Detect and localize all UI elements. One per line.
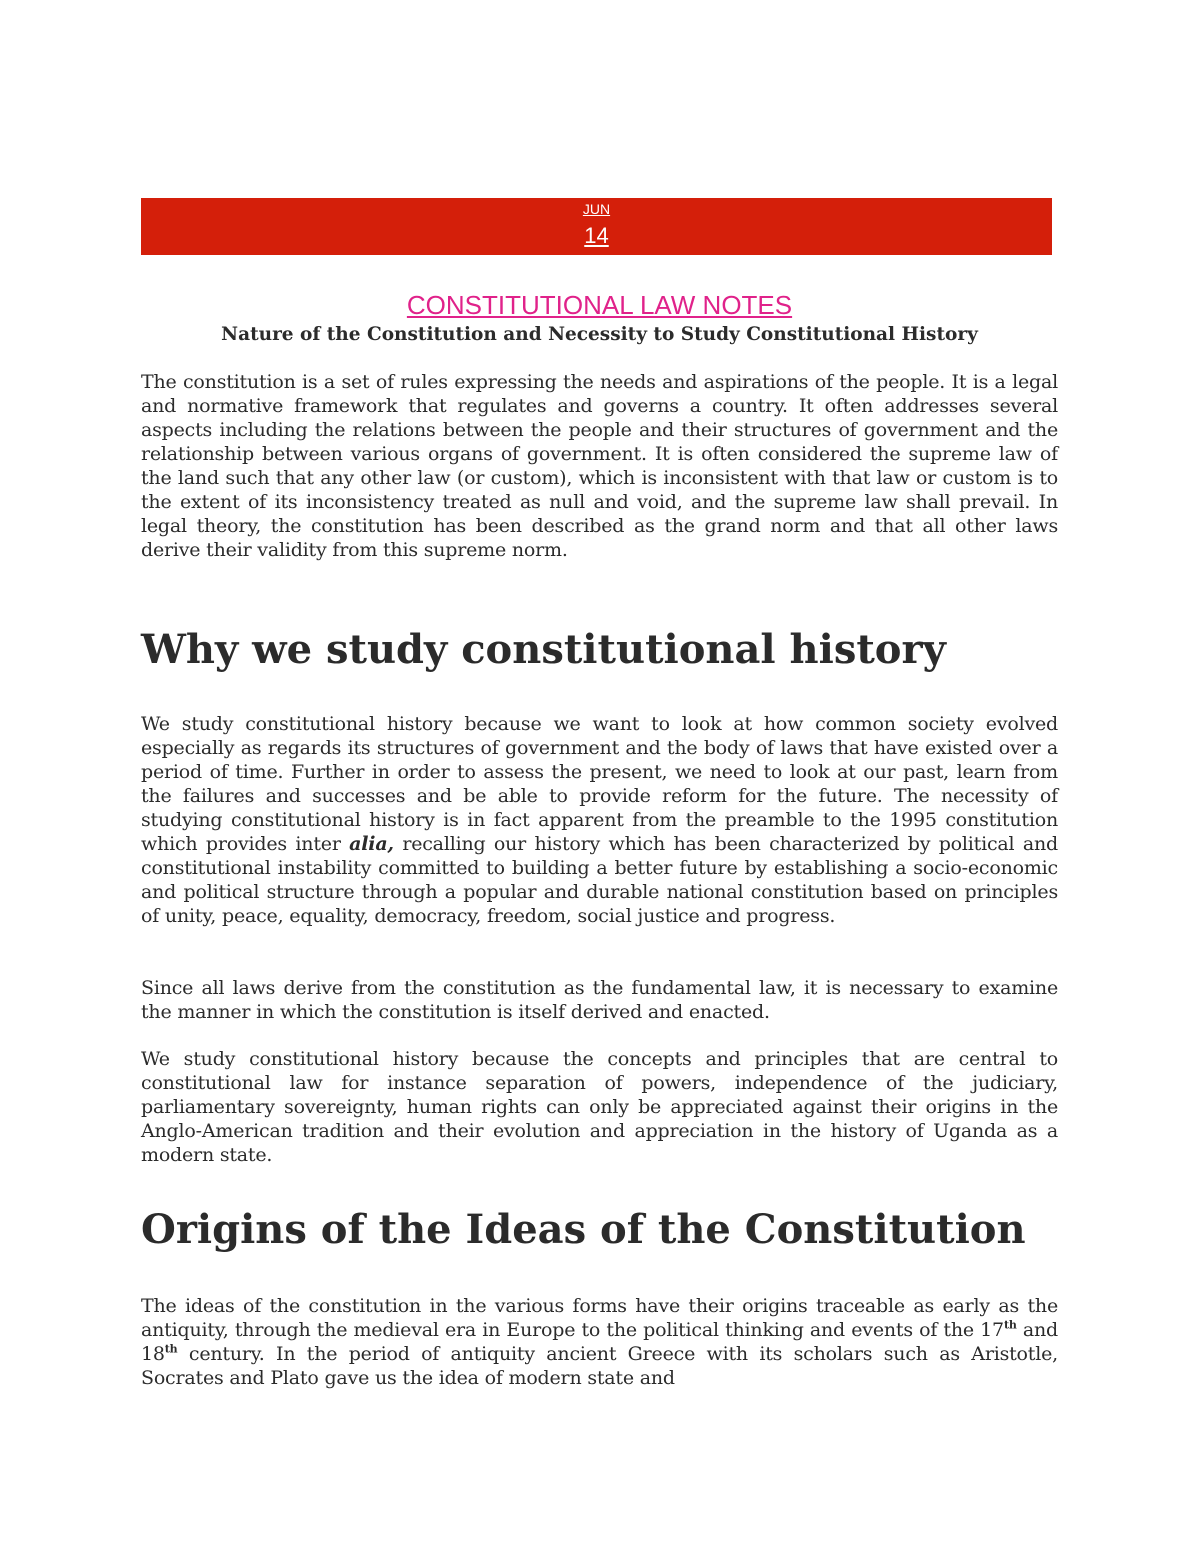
why-paragraph-1-part-a: We study constitutional history because we want to look at how common society evolved especially as regards its structures of government and the body of laws that have existed over a period of time. Further in order to assess the present, we need to look at our past, learn from the failures and successes and be able to provide reform for the future. The necessity of studying constitutional history is in fact apparent from the preamble to the 1995 constitution which provides inter [141, 713, 1058, 855]
date-day-link[interactable]: 14 [584, 223, 609, 248]
origins-part-a: The ideas of the constitution in the various forms have their origins traceable as early as the antiquity, through the medieval era in Europe to the political thinking and events of the 17 [141, 1295, 1058, 1341]
why-paragraph-1-part-b: recalling our history which has been characterized by political and constitutional instability committed to building a better future by establishing a socio-economic and political structure through a popular and durable national constitution based on principles of unity, peace, equality, democracy, freedom, social justice and progress. [141, 833, 1058, 927]
ordinal-suffix-17th: th [1003, 1318, 1017, 1332]
document-title-link[interactable]: CONSTITUTIONAL LAW NOTES [406, 290, 793, 320]
intro-paragraph: The constitution is a set of rules expressing the needs and aspirations of the people. It is a legal and normative framework that regulates and governs a country. It often addresses several aspects including the relations between the people and their structures of government and the relationship between various organs of government. It is often considered the supreme law of the land such that any other law (or custom), which is inconsistent with that law or custom is to the extent of its inconsistency treated as null and void, and the supreme law shall prevail. In legal theory, the constitution has been described as the grand norm and that all other laws derive their validity from this supreme norm. [141, 371, 1058, 561]
why-paragraph-3: We study constitutional history because the concepts and principles that are central to constitutional law for instance separation of powers, independence of the judiciary, parliamentary sovereignty, human rights can only be appreciated against their origins in the Anglo-American tradition and their evolution and appreciation in the history of Uganda as a modern state. [141, 1048, 1058, 1166]
inter-alia-emphasis: alia, [349, 833, 394, 855]
date-month-link[interactable]: JUN [582, 201, 611, 217]
date-banner [141, 198, 1052, 255]
section-heading-why: Why we study constitutional history [141, 626, 946, 673]
origins-paragraph [141, 1294, 1058, 1390]
document-subtitle: Nature of the Constitution and Necessity to Study Constitutional History [221, 324, 978, 345]
ordinal-suffix-18th: th [164, 1342, 178, 1356]
section-heading-origins: Origins of the Ideas of the Constitution [141, 1206, 1026, 1253]
why-paragraph-1 [141, 712, 1058, 928]
origins-part-b: and 18 [141, 1319, 1058, 1365]
why-paragraph-2: Since all laws derive from the constitution as the fundamental law, it is necessary to examine the manner in which the constitution is itself derived and enacted. [141, 977, 1058, 1023]
origins-part-c: century. In the period of antiquity ancient Greece with its scholars such as Aristotle, Socrates and Plato gave us the idea of modern state and [141, 1343, 1058, 1389]
